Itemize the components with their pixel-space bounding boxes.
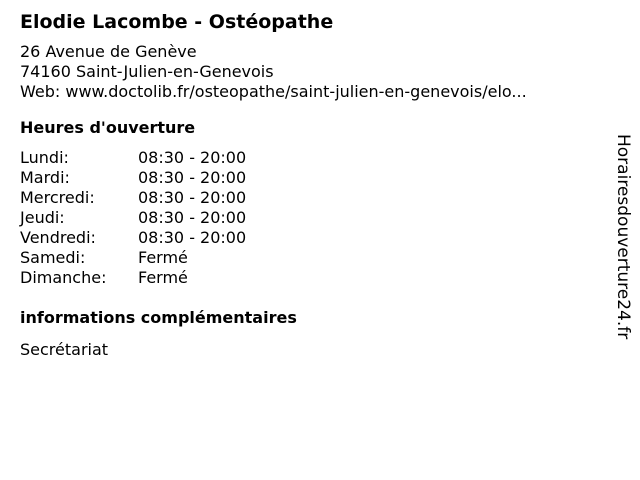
day-label: Dimanche: bbox=[20, 268, 107, 287]
hours-row-samedi bbox=[20, 248, 600, 268]
address-street: 26 Avenue de Genève bbox=[20, 42, 197, 61]
hours-value: 08:30 - 20:00 bbox=[138, 148, 247, 167]
hours-value: 08:30 - 20:00 bbox=[138, 208, 247, 227]
opening-hours-table bbox=[20, 148, 600, 288]
day-label: Samedi: bbox=[20, 248, 86, 267]
hours-row-dimanche bbox=[20, 268, 600, 288]
day-label: Vendredi: bbox=[20, 228, 96, 247]
hours-row-mercredi bbox=[20, 188, 600, 208]
address-block bbox=[20, 42, 600, 102]
hours-value: 08:30 - 20:00 bbox=[138, 188, 247, 207]
address-city: 74160 Saint-Julien-en-Genevois bbox=[20, 62, 274, 81]
extra-info-heading: informations complémentaires bbox=[20, 308, 297, 327]
day-label: Mercredi: bbox=[20, 188, 95, 207]
hours-row-lundi bbox=[20, 148, 600, 168]
hours-value: Fermé bbox=[138, 268, 188, 287]
website-link[interactable]: Web: www.doctolib.fr/osteopathe/saint-julien-en-genevois/elo... bbox=[20, 82, 527, 101]
business-card bbox=[20, 10, 600, 360]
hours-row-jeudi bbox=[20, 208, 600, 228]
extra-info-item: Secrétariat bbox=[20, 340, 109, 359]
hours-row-mardi bbox=[20, 168, 600, 188]
site-watermark: Horairesdouverture24.fr bbox=[613, 134, 633, 340]
page-title: Elodie Lacombe - Ostéopathe bbox=[20, 11, 334, 33]
opening-hours-heading: Heures d'ouverture bbox=[20, 118, 196, 137]
hours-value: 08:30 - 20:00 bbox=[138, 228, 247, 247]
hours-row-vendredi bbox=[20, 228, 600, 248]
hours-value: Fermé bbox=[138, 248, 188, 267]
hours-value: 08:30 - 20:00 bbox=[138, 168, 247, 187]
day-label: Mardi: bbox=[20, 168, 70, 187]
day-label: Jeudi: bbox=[20, 208, 65, 227]
day-label: Lundi: bbox=[20, 148, 69, 167]
